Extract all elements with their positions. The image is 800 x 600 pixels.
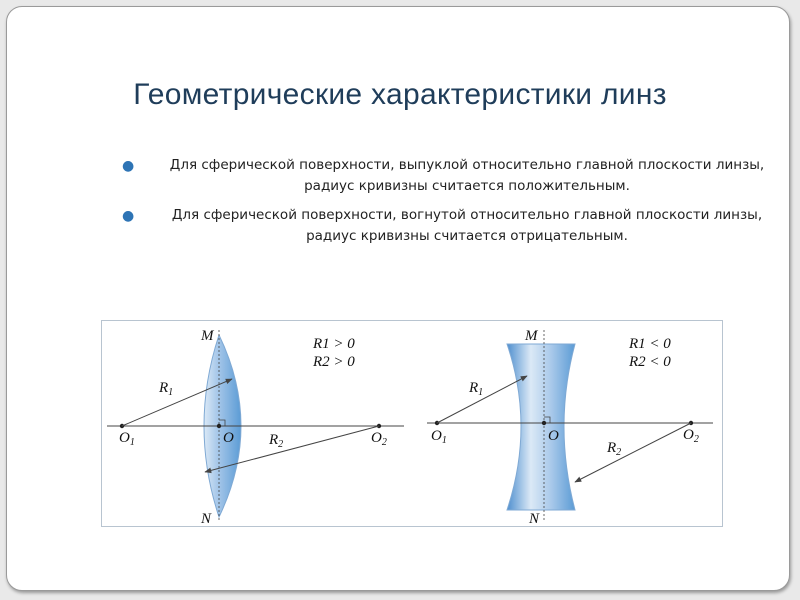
bullet-list (120, 155, 770, 255)
bullet-item-convex (120, 155, 770, 197)
concave-condition-r1-text: R1 < 0 (629, 336, 671, 352)
convex-label-r2-sub: 2 (278, 439, 284, 450)
lens-figure (101, 320, 723, 532)
convex-point-o (217, 424, 221, 428)
bullet-dot-icon: ● (122, 208, 135, 224)
concave-label-r2-main: R (607, 440, 617, 456)
convex-label-o: O (223, 430, 234, 446)
convex-label-r2-main: R (269, 432, 279, 448)
concave-label-r1-main: R (469, 380, 479, 396)
concave-condition-r2-text: R2 < 0 (629, 354, 671, 370)
concave-label-r1-sub: 1 (478, 387, 484, 398)
bullet-text-convex: Для сферической поверхности, выпуклой относительно главной плоскости линзы, радиус кривизны считается положительным. (169, 157, 765, 194)
concave-condition-r1 (628, 336, 671, 352)
convex-label-m: M (201, 328, 214, 344)
concave-point-o (542, 421, 546, 425)
convex-condition-r2 (312, 354, 355, 370)
concave-label-n: N (529, 511, 540, 527)
bullet-dot-icon: ● (122, 158, 135, 174)
convex-label-r1-main: R (159, 380, 169, 396)
concave-condition-r2 (628, 354, 671, 370)
convex-condition-r1-text: R1 > 0 (313, 336, 355, 352)
concave-label-r2-sub: 2 (616, 447, 622, 458)
slide-title: Геометрические характеристики линз (133, 78, 667, 111)
convex-label-o1-sub: 1 (129, 437, 135, 448)
convex-label-o2-main: O (371, 430, 382, 446)
bullet-item-concave (120, 205, 770, 247)
bullet-text-concave: Для сферической поверхности, вогнутой относительно главной плоскости линзы, радиус кривизны считается отрицательным. (171, 207, 763, 244)
convex-label-n: N (201, 511, 212, 527)
convex-label-o1-main: O (119, 430, 130, 446)
convex-condition-r2-text: R2 > 0 (313, 354, 355, 370)
convex-condition-r1 (312, 336, 355, 352)
concave-label-o1-sub: 1 (441, 435, 447, 446)
concave-label-o1-main: O (431, 428, 442, 444)
convex-label-r1-sub: 1 (168, 387, 174, 398)
convex-label-o2-sub: 2 (381, 437, 387, 448)
concave-label-m: M (525, 328, 538, 344)
concave-label-o: O (548, 428, 559, 444)
concave-label-o2-main: O (683, 427, 694, 443)
concave-label-o2-sub: 2 (693, 434, 699, 445)
